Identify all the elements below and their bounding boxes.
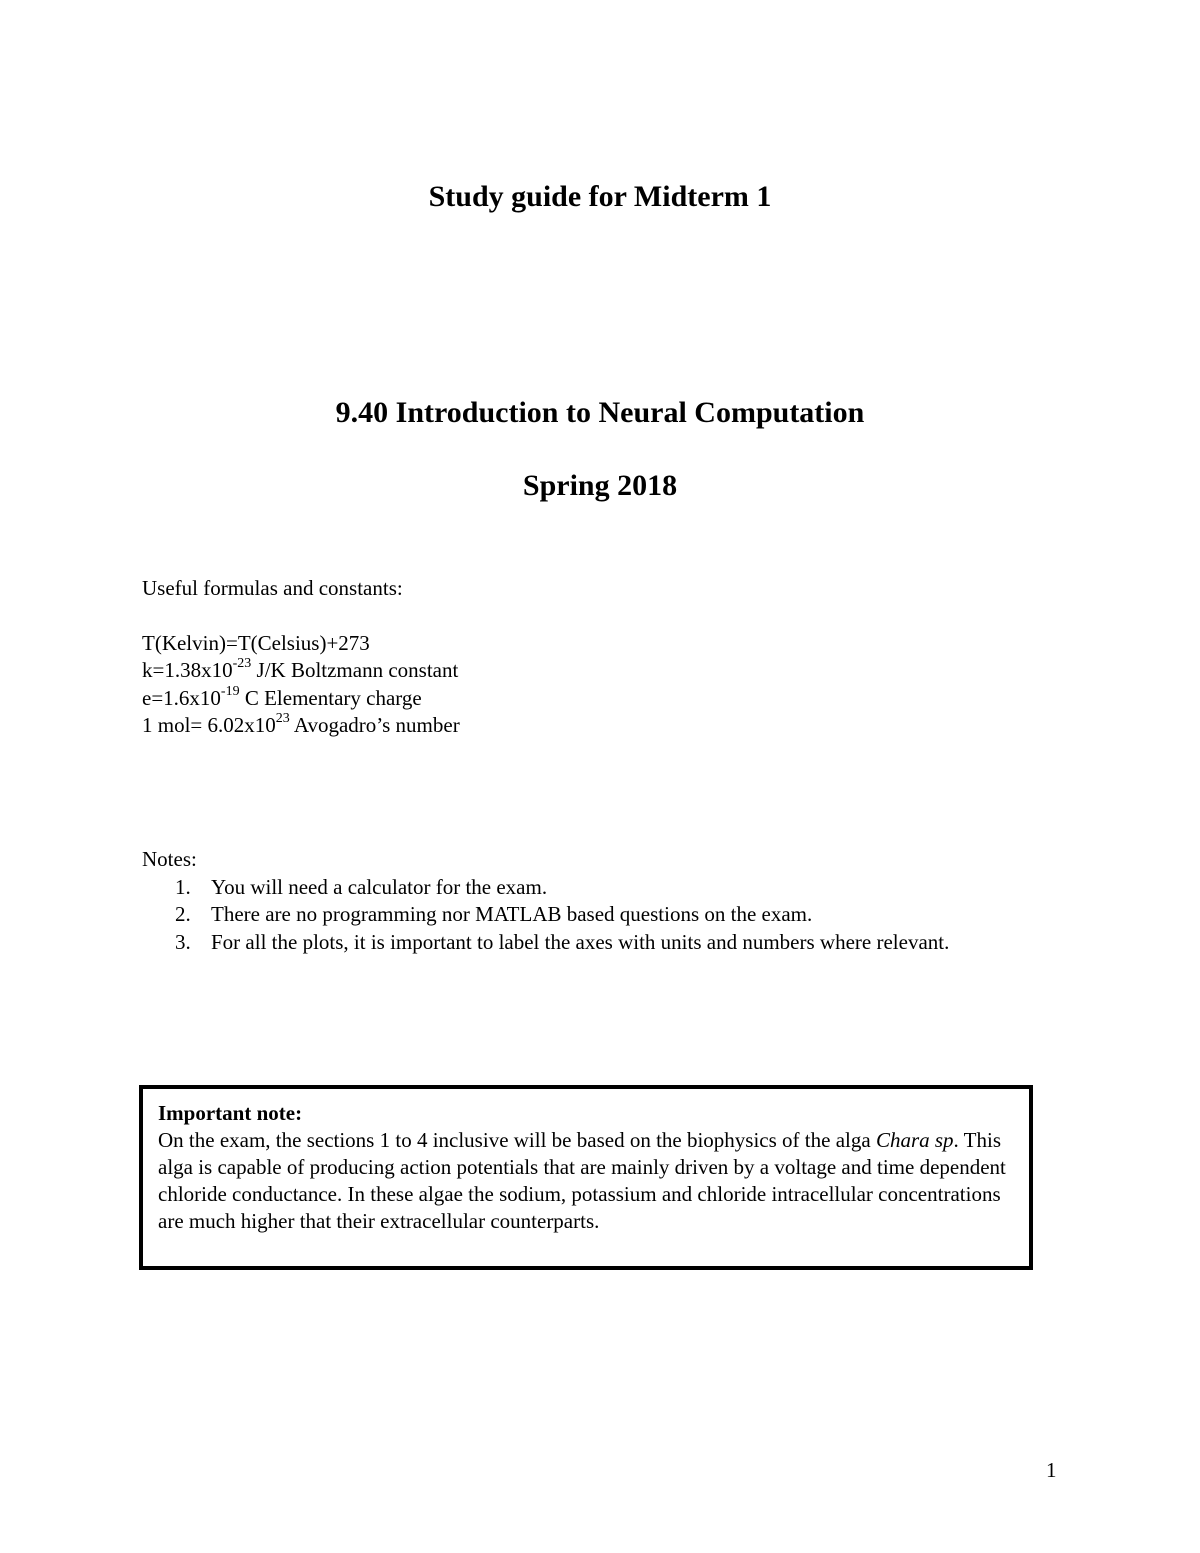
elementary-charge [142,685,1042,713]
species-name: Chara sp [875,1128,954,1152]
boltzmann-suffix: J/K Boltzmann constant [251,658,459,682]
avogadro-suffix: Avogadro’s number [289,713,460,737]
note-number: 1. [175,874,191,899]
avogadro-prefix: 1 mol= 6.02x10 [142,713,276,737]
charge-prefix: e=1.6x10 [142,685,221,710]
boltzmann-constant [142,657,1042,685]
boltzmann-prefix: k=1.38x10 [142,658,233,682]
formulas-section [142,575,1042,740]
note-item [142,901,1142,929]
page-number: 1 [1046,1458,1057,1482]
note-number: 2. [175,902,191,926]
notes-label: Notes: [142,847,197,871]
boltzmann-exponent: -23 [232,656,252,671]
avogadro-number [142,712,1042,740]
note-text: You will need a calculator for the exam. [211,874,548,899]
note-text: For all the plots, it is important to label the axes with units and numbers where relevant. [211,929,950,954]
temperature-formula: T(Kelvin)=T(Celsius)+273 [142,630,370,655]
note-number: 3. [175,929,191,954]
important-note-text-after: . This alga is capable of producing action potentials that are mainly driven by a voltage and time dependent chloride conductance. In these algae the sodium, potassium and chloride intracellular concentrations are much higher that their extracellular counterparts. [158,1128,1006,1233]
important-note-text [158,1127,1018,1235]
term-label: Spring 2018 [522,469,678,502]
important-note-box [139,1085,1033,1270]
note-item [142,874,1142,902]
note-item [142,929,1142,957]
notes-list [142,874,1142,957]
notes-section [142,846,1142,956]
formulas-label: Useful formulas and constants: [142,576,403,600]
document-title: Study guide for Midterm 1 [428,180,772,213]
note-text: There are no programming nor MATLAB based questions on the exam. [211,902,813,926]
charge-suffix: C Elementary charge [239,685,422,710]
charge-exponent: -19 [220,683,240,699]
important-note-text-before: On the exam, the sections 1 to 4 inclusive will be based on the biophysics of the alga [158,1128,876,1152]
important-note-title: Important note: [158,1101,303,1125]
course-title: 9.40 Introduction to Neural Computation [335,396,865,429]
avogadro-exponent: 23 [275,711,290,726]
important-note-content [158,1100,1018,1235]
